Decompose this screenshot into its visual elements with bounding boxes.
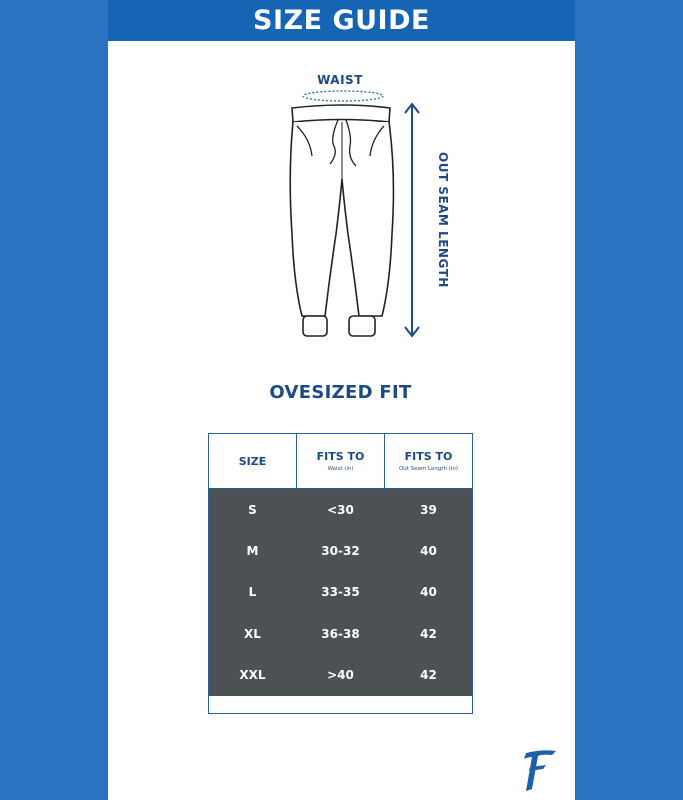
size-cell: L — [209, 572, 297, 613]
left-cuff-shape — [303, 316, 327, 336]
header-seam-sublabel: Out Seam Length (in) — [398, 466, 459, 472]
seam-cell: 42 — [385, 655, 473, 696]
double-arrow-icon — [400, 100, 424, 340]
table-row — [209, 489, 473, 531]
table-row — [209, 655, 473, 696]
size-cell: M — [209, 530, 297, 571]
fit-title: OVESIZED FIT — [269, 382, 412, 403]
right-cuff-shape — [349, 316, 375, 336]
waist-measure-marker — [303, 91, 383, 101]
header-waist-label: FITS TO — [316, 450, 365, 463]
size-cell: XL — [209, 613, 297, 654]
waist-label: WAIST — [317, 73, 363, 87]
waist-cell: <30 — [297, 489, 385, 531]
seam-cell: 39 — [385, 489, 473, 531]
header-size — [209, 434, 297, 489]
header-waist — [297, 434, 385, 489]
size-cell: S — [209, 489, 297, 531]
table-row — [209, 613, 473, 654]
header-seam-label: FITS TO — [404, 450, 453, 463]
table-header-row — [209, 434, 473, 489]
header-size-label: SIZE — [238, 454, 267, 468]
table-row — [209, 530, 473, 571]
seam-cell: 40 — [385, 572, 473, 613]
waist-cell: >40 — [297, 655, 385, 696]
size-cell: XXL — [209, 655, 297, 696]
joggers-illustration-icon — [280, 84, 410, 344]
out-seam-length-label: OUT SEAM LENGTH — [436, 152, 450, 288]
seam-cell: 42 — [385, 613, 473, 654]
waist-cell: 36-38 — [297, 613, 385, 654]
waist-cell: 30-32 — [297, 530, 385, 571]
page-title: SIZE GUIDE — [253, 5, 430, 36]
size-table — [208, 433, 473, 696]
brand-logo-icon — [512, 745, 562, 795]
seam-cell: 40 — [385, 530, 473, 571]
table-row — [209, 572, 473, 613]
header-waist-sublabel: Waist (in) — [327, 466, 354, 472]
header-seam — [385, 434, 473, 489]
waistband-shape — [292, 105, 390, 122]
waist-cell: 33-35 — [297, 572, 385, 613]
header-bar — [108, 0, 575, 41]
